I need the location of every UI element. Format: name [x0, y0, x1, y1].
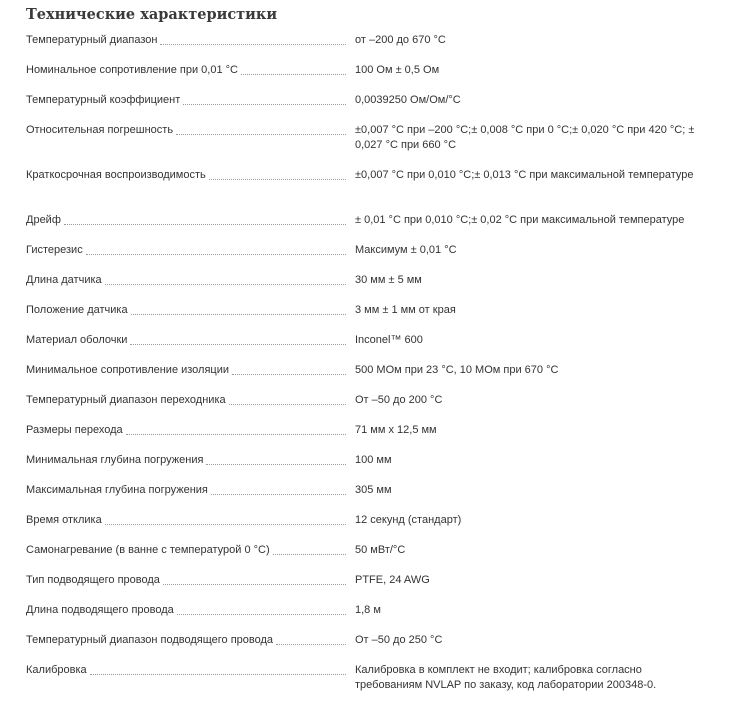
spec-label-cell	[26, 273, 346, 288]
spec-value: 50 мВт/°C	[355, 544, 406, 556]
spec-label-cell	[26, 33, 346, 48]
spec-value: От –50 до 250 °C	[355, 634, 443, 646]
spec-label: Максимальная глубина погружения	[26, 484, 208, 496]
specs-title: Технические характеристики	[26, 6, 278, 23]
dotted-leader	[163, 584, 346, 585]
spec-label-cell	[26, 63, 346, 78]
spec-label-cell	[26, 483, 346, 498]
spec-label-cell	[26, 393, 346, 408]
dotted-leader	[131, 314, 346, 315]
spec-value: от –200 до 670 °C	[355, 34, 446, 46]
dotted-leader	[183, 104, 346, 105]
spec-value: 71 мм x 12,5 мм	[355, 424, 437, 436]
spec-label-cell	[26, 543, 346, 558]
spec-label-cell	[26, 168, 346, 183]
dotted-leader	[160, 44, 346, 45]
spec-label: Дрейф	[26, 214, 61, 226]
dotted-leader	[105, 284, 346, 285]
spec-label: Температурный коэффициент	[26, 94, 181, 106]
spec-label: Гистерезис	[26, 244, 83, 256]
dotted-leader	[176, 134, 346, 135]
spec-label: Температурный диапазон переходника	[26, 394, 226, 406]
spec-value: Максимум ± 0,01 °C	[355, 244, 457, 256]
spec-label: Материал оболочки	[26, 334, 128, 346]
spec-label-cell	[26, 213, 346, 228]
dotted-leader	[105, 524, 346, 525]
dotted-leader	[90, 674, 346, 675]
spec-label-cell	[26, 603, 346, 618]
spec-value: 100 Ом ± 0,5 Ом	[355, 64, 440, 76]
dotted-leader	[86, 254, 346, 255]
spec-label: Относительная погрешность	[26, 124, 174, 136]
dotted-leader	[64, 224, 346, 225]
dotted-leader	[177, 614, 346, 615]
spec-label: Размеры перехода	[26, 424, 123, 436]
dotted-leader	[232, 374, 346, 375]
dotted-leader	[229, 404, 346, 405]
spec-value: 500 МОм при 23 °C, 10 МОм при 670 °C	[355, 364, 559, 376]
spec-value: Калибровка в комплект не входит; калибровка согласно требованиям NVLAP по заказу, код лаборатории 200348-0.	[355, 664, 657, 691]
spec-label: Температурный диапазон подводящего провода	[26, 634, 274, 646]
spec-label-cell	[26, 423, 346, 438]
spec-value: 0,0039250 Ом/Ом/°C	[355, 94, 461, 106]
spec-label: Минимальное сопротивление изоляции	[26, 364, 230, 376]
spec-value: ±0,007 °C при 0,010 °C;± 0,013 °C при максимальной температуре	[355, 169, 694, 181]
spec-label-cell	[26, 513, 346, 528]
spec-value: PTFE, 24 AWG	[355, 574, 430, 586]
spec-label-cell	[26, 663, 346, 678]
dotted-leader	[241, 74, 346, 75]
dotted-leader	[206, 464, 346, 465]
spec-label: Температурный диапазон	[26, 34, 158, 46]
spec-label: Длина подводящего провода	[26, 604, 174, 616]
spec-label: Номинальное сопротивление при 0,01 °C	[26, 64, 238, 76]
spec-value: Inconel™ 600	[355, 334, 423, 346]
spec-label: Калибровка	[26, 664, 87, 676]
spec-label: Самонагревание (в ванне с температурой 0 °C)	[26, 544, 270, 556]
spec-label: Положение датчика	[26, 304, 128, 316]
spec-label-cell	[26, 243, 346, 258]
spec-label-cell	[26, 573, 346, 588]
spec-label-cell	[26, 363, 346, 378]
dotted-leader	[211, 494, 346, 495]
spec-label-cell	[26, 333, 346, 348]
spec-value: 30 мм ± 5 мм	[355, 274, 422, 286]
spec-label: Минимальная глубина погружения	[26, 454, 204, 466]
spec-value: 1,8 м	[355, 604, 381, 616]
spec-label-cell	[26, 453, 346, 468]
dotted-leader	[130, 344, 346, 345]
spec-label-cell	[26, 123, 346, 138]
spec-label: Время отклика	[26, 514, 102, 526]
spec-label-cell	[26, 303, 346, 318]
dotted-leader	[126, 434, 346, 435]
spec-value: ±0,007 °C при –200 °C;± 0,008 °C при 0 °C;± 0,020 °C при 420 °C; ± 0,027 °C при 660 °C	[355, 124, 695, 151]
spec-label-cell	[26, 93, 346, 108]
spec-value: 305 мм	[355, 484, 392, 496]
spec-label: Длина датчика	[26, 274, 102, 286]
spec-label-cell	[26, 633, 346, 648]
dotted-leader	[276, 644, 346, 645]
spec-value: ± 0,01 °C при 0,010 °C;± 0,02 °C при максимальной температуре	[355, 214, 685, 226]
spec-label: Тип подводящего провода	[26, 574, 160, 586]
spec-label: Краткосрочная воспроизводимость	[26, 169, 206, 181]
spec-value: 12 секунд (стандарт)	[355, 514, 462, 526]
spec-value: 3 мм ± 1 мм от края	[355, 304, 456, 316]
spec-value: 100 мм	[355, 454, 392, 466]
dotted-leader	[209, 179, 346, 180]
spec-value: От –50 до 200 °C	[355, 394, 443, 406]
dotted-leader	[273, 554, 346, 555]
